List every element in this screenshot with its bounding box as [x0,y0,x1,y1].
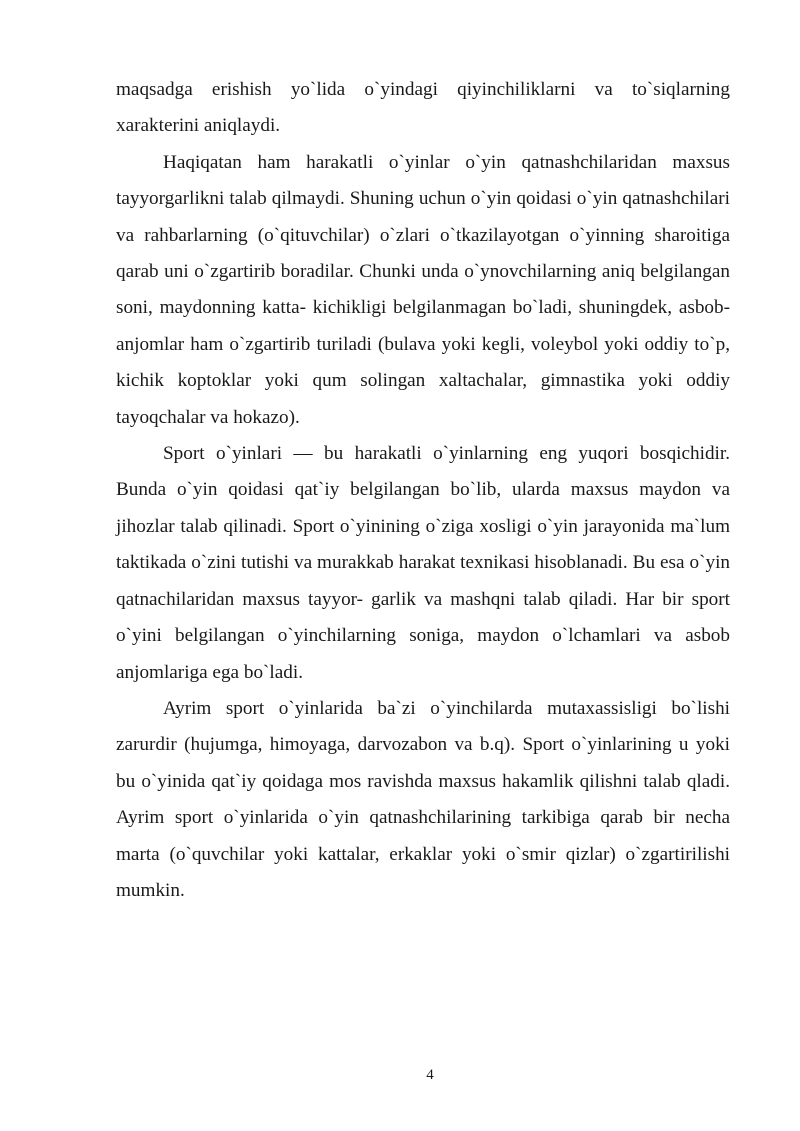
paragraph-continuation: maqsadga erishish yo`lida o`yindagi qiyinchiliklarni va to`siqlarning xarakterini aniqlaydi. [116,79,730,137]
paragraph-harakatli-oyinlar: Haqiqatan ham harakatli o`yinlar o`yin qatnashchilaridan maxsus tayyorgarlikni talab qilmaydi. Shuning uchun o`yin qoidasi o`yin qatnashchilari va rahbarlarning (o`qituvchilar) o`zlari o`tkazilayotgan o`yinning sharoitiga qarab uni o`zgartirib boradilar. Chunki unda o`ynovchilarning aniq belgilangan soni, maydonning katta- kichikligi belgilanmagan bo`ladi, shuningdek, asbob-anjomlar ham o`zgartirib turiladi (bulava yoki kegli, voleybol yoki oddiy to`p, kichik koptoklar yoki qum solingan xaltachalar, gimnastika yoki oddiy tayoqchalar va hokazo). [116,151,730,428]
page-body [116,72,730,909]
page-number: 4 [426,1067,434,1083]
paragraph-ayrim-sport-oyinlari: Ayrim sport o`yinlarida ba`zi o`yinchilarda mutaxassisligi bo`lishi zarurdir (hujumga, himoyaga, darvozabon va b.q). Sport o`yinlarining u yoki bu o`yinida qat`iy qoidaga mos ravishda maxsus hakamlik qilishni talab qladi. Ayrim sport o`yinlarida o`yin qatnashchilarining tarkibiga qarab bir necha marta (o`quvchilar yoki kattalar, erkaklar yoki o`smir qizlar) o`zgartirilishi mumkin. [116,697,730,901]
paragraph-sport-oyinlari: Sport o`yinlari — bu harakatli o`yinlarning eng yuqori bosqichidir. Bunda o`yin qoidasi qat`iy belgilangan bo`lib, ularda maxsus maydon va jihozlar talab qilinadi. Sport o`yinining o`ziga xosligi o`yin jarayonida ma`lum taktikada o`zini tutishi va murakkab harakat texnikasi hisoblanadi. Bu esa o`yin qatnachilaridan maxsus tayyor- garlik va mashqni talab qiladi. Har bir sport o`yini belgilangan o`yinchilarning soniga, maydon o`lchamlari va asbob anjomlariga ega bo`ladi. [116,443,730,683]
